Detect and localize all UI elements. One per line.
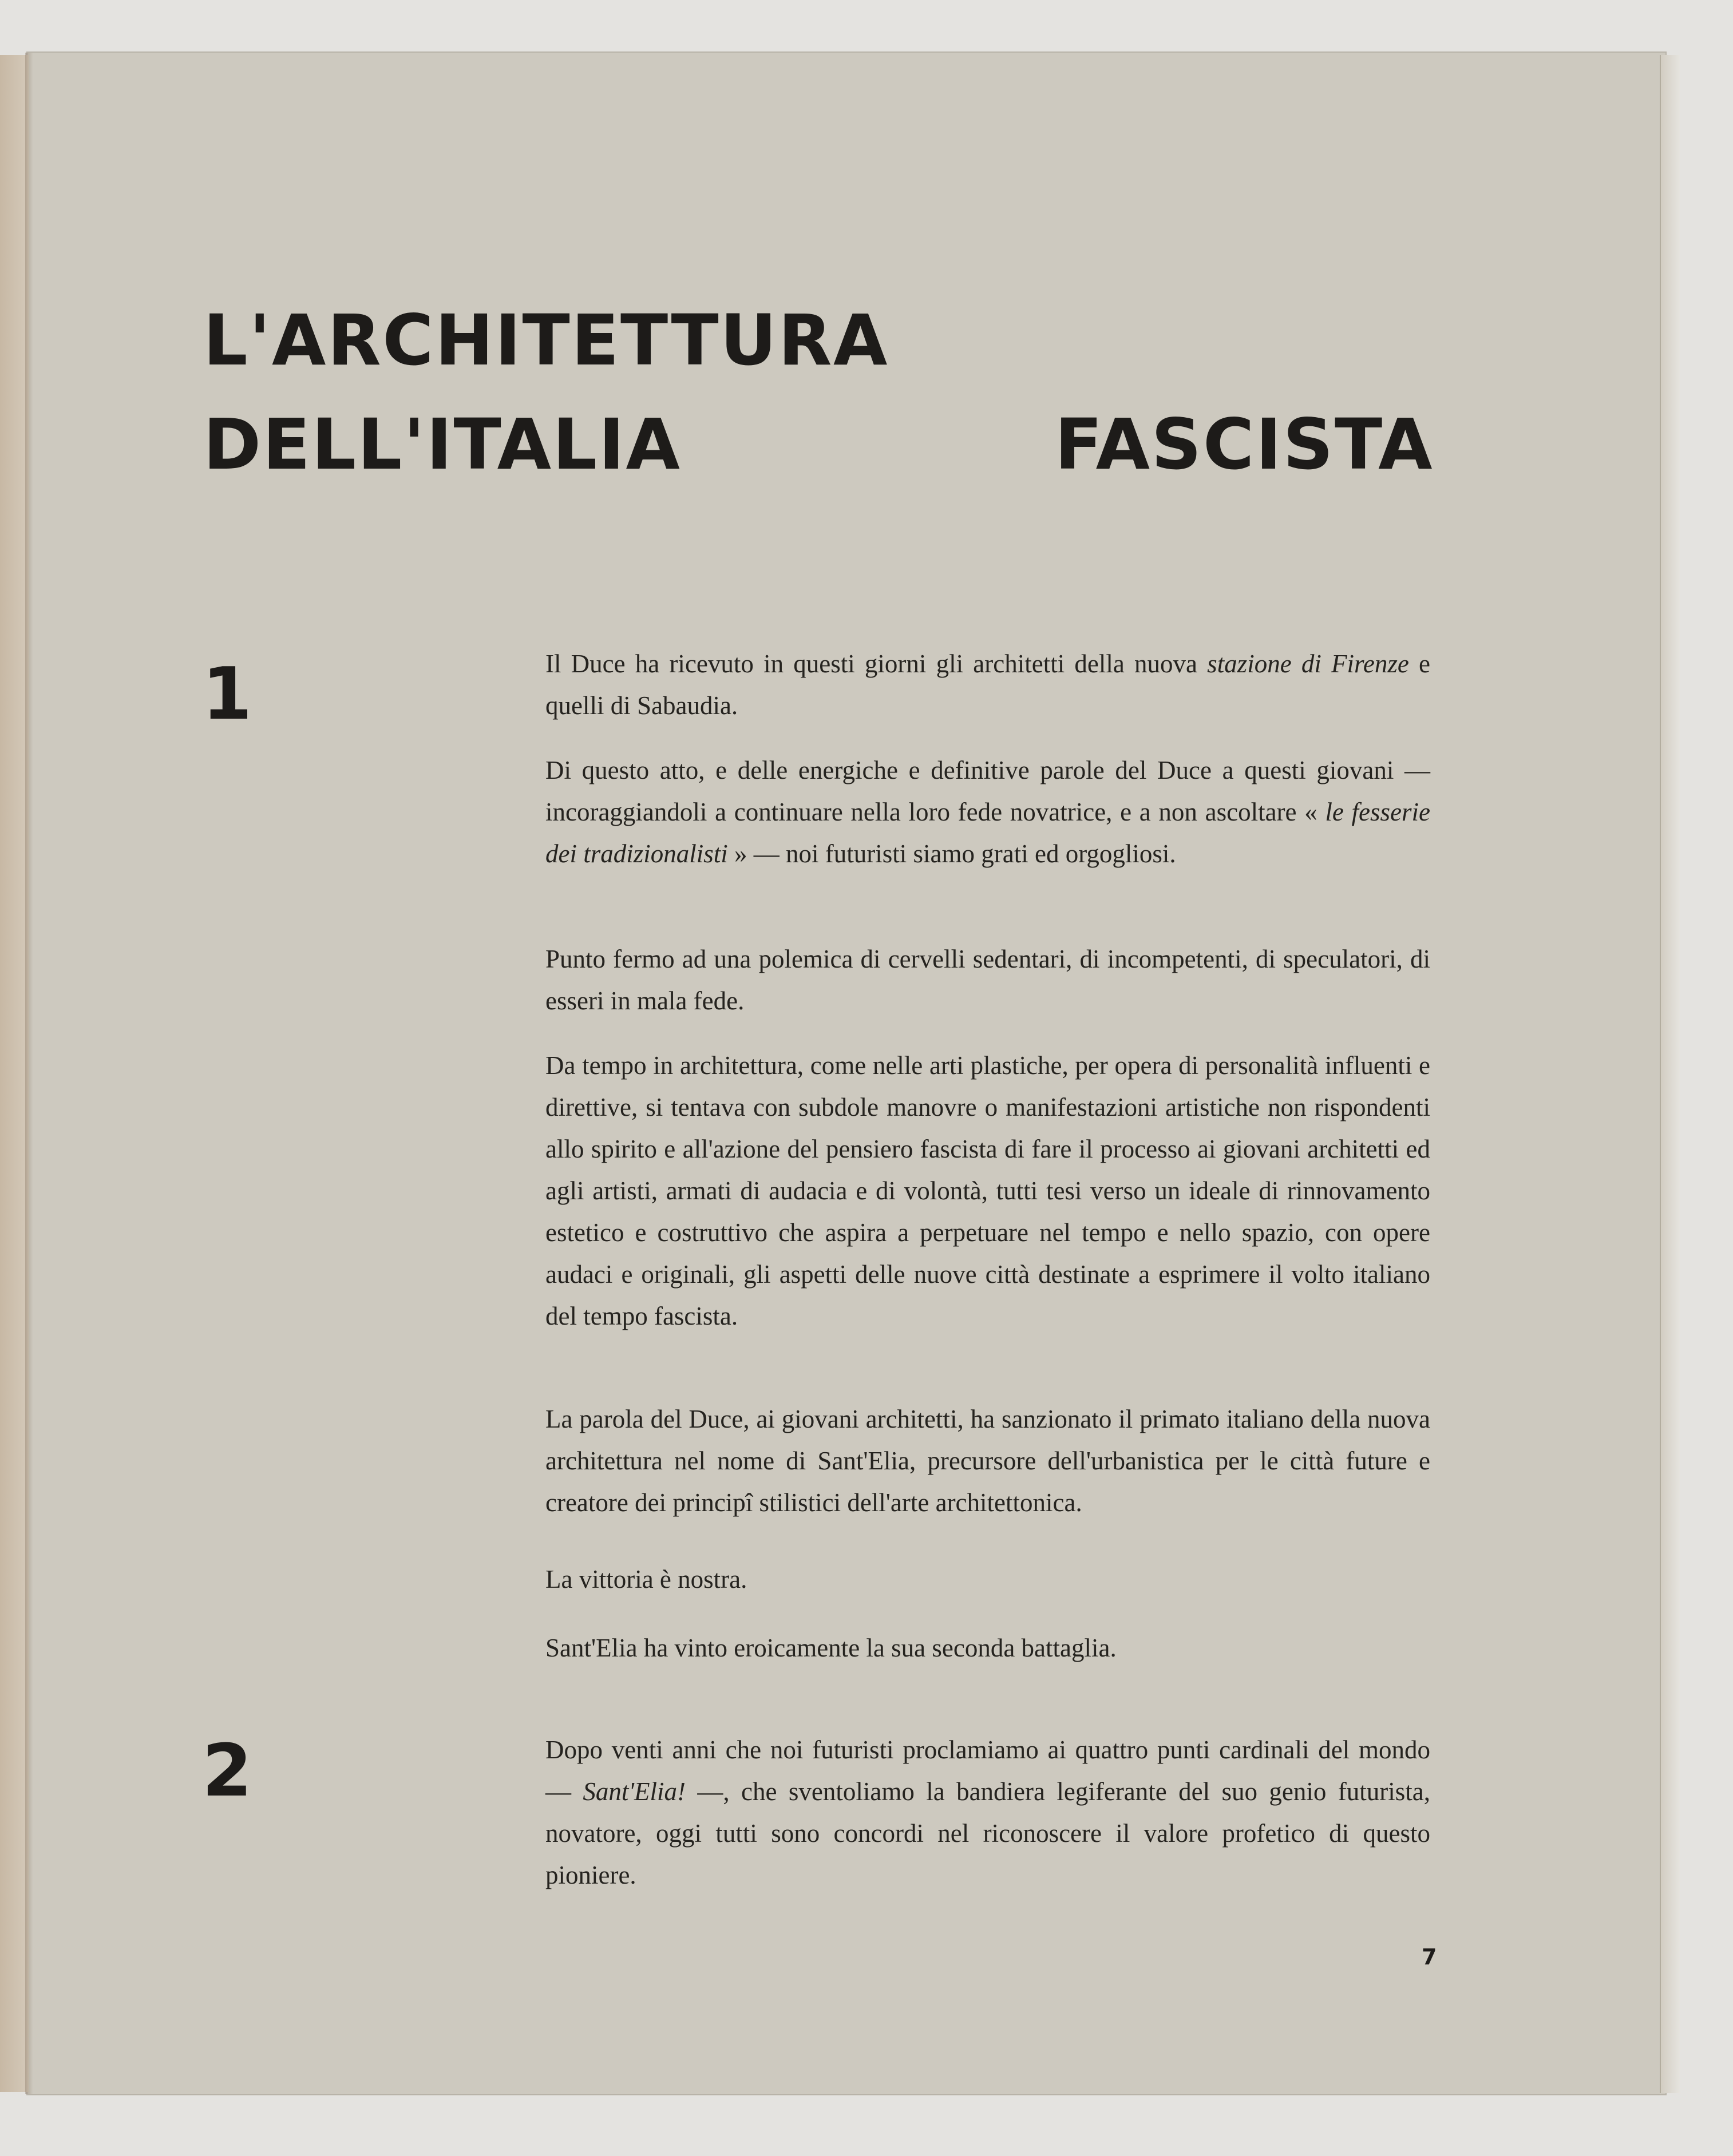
spine-shadow xyxy=(25,53,33,2094)
paragraph-8: Dopo venti anni che noi futuristi proclamiamo ai quattro punti cardinali del mondo — Sant'Elia! —, che sventoliamo la bandiera legiferante del suo genio futurista, novatore, oggi tutti sono concordi nel riconoscere il valore profetico di questo pioniere. xyxy=(545,1735,1430,1889)
paragraph-7: Sant'Elia ha vinto eroicamente la sua seconda battaglia. xyxy=(545,1634,1117,1662)
paragraph-1: Il Duce ha ricevuto in questi giorni gli architetti della nuova stazione di Firenze e quelli di Sabaudia. xyxy=(545,649,1430,720)
paragraph-3: Punto fermo ad una polemica di cervelli sedentari, di incompetenti, di speculatori, di esseri in mala fede. xyxy=(545,945,1430,1015)
paragraph-6: La vittoria è nostra. xyxy=(545,1565,747,1594)
italic-exclamation: Sant'Elia! xyxy=(583,1777,686,1806)
paragraph-5: La parola del Duce, ai giovani architetti, ha sanzionato il primato italiano della nuova architettura nel nome di Sant'Elia, precursore dell'urbanistica per le città future e creatore dei principî stilistici dell'arte architettonica. xyxy=(545,1405,1430,1517)
paragraph-2: Di questo atto, e delle energiche e definitive parole del Duce a questi giovani — incoraggiandoli a continuare nella loro fede novatrice, e a non ascoltare « le fesserie dei tradizionalisti » — noi futuristi siamo grati ed orgogliosi. xyxy=(545,756,1431,868)
italic-phrase: stazione di Firenze xyxy=(1207,649,1409,678)
italic-quote: le fesserie dei tradizionalisti xyxy=(545,798,1431,868)
section-number-2: 2 xyxy=(202,1729,252,1813)
previous-page-edge xyxy=(0,55,29,2092)
page-stack-edge xyxy=(1660,55,1680,2093)
section-number-1: 1 xyxy=(202,652,252,736)
page-number: 7 xyxy=(1422,1944,1437,1969)
paragraph-4: Da tempo in architettura, come nelle arti plastiche, per opera di personalità influenti e direttive, si tentava con subdole manovre o manifestazioni artistiche non rispondenti allo spirito e all'azione del pensiero fascista di fare il processo ai giovani architetti ed agli artisti, armati di audacia e di volontà, tutti tesi verso un ideale di rinnovamento estetico e costruttivo che aspira a perpetuare nel tempo e nello spazio, con opere audaci e originali, gli aspetti delle nuove città destinate a esprimere il volto italiano del tempo fascista. xyxy=(545,1051,1430,1330)
title-line-1: L'ARCHITETTURA xyxy=(203,299,889,381)
title-line-2: DELL'ITALIA FASCISTA xyxy=(203,403,1434,485)
